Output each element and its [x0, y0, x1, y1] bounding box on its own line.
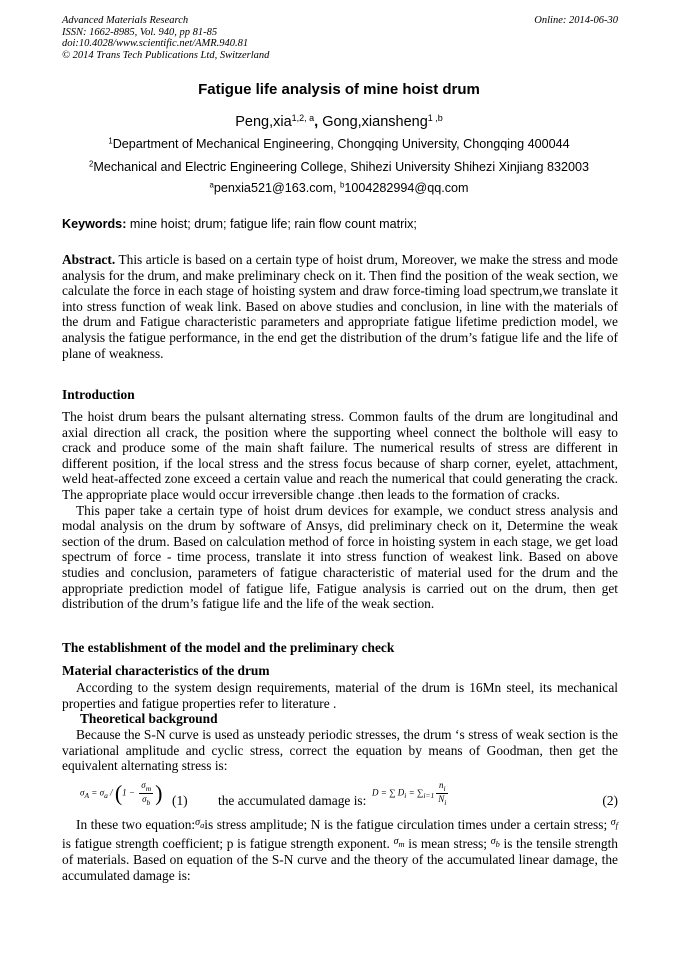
- email-a-sup: a: [209, 180, 214, 190]
- abstract-text: This article is based on a certain type of hoist drum, Moreover, we make the stress and mode analysis for the drum, and make preliminary check on it. Then find the position of the weak section, we calculate the force in each stage of hoisting system and draw force-timing load spectrum,we translate it into stress function of weak link. Based on above studies and conclusion, in line with the materials of the drum and Fatigue characteristic parameters and appropriate fatigue lifetime prediction model, we analysis the fatigue performance, in the end get the distribution of the drum’s fatigue life and the life of plane of weakness.: [62, 252, 618, 361]
- symbol-sigma-m-main: σ: [393, 835, 399, 847]
- symbol-sigma-a-sub: a: [200, 821, 205, 830]
- eq1-slash: /: [107, 787, 115, 798]
- eq2-lhs: D = ∑ D: [372, 787, 405, 798]
- symbol-sigma-f-sub: f: [615, 821, 618, 830]
- eq2-num: n: [439, 780, 444, 790]
- theory-heading: Theoretical background: [80, 711, 218, 726]
- closing-text-3: is fatigue strength coefficient; p is fatigue strength exponent.: [62, 835, 390, 851]
- eq2-eq: = ∑: [406, 787, 424, 798]
- journal-header: [62, 15, 618, 61]
- eq1-denominator: [139, 794, 153, 807]
- eq1-open-paren: (: [114, 780, 123, 806]
- author-line: [0, 114, 678, 130]
- symbol-sigma-a-main: σ: [195, 817, 201, 828]
- eq2-sum-index: i=1: [423, 791, 435, 801]
- keywords-text: mine hoist; drum; fatigue life; rain flow count matrix;: [126, 217, 417, 231]
- email-b: 1004282994@qq.com: [344, 181, 469, 195]
- eq2-lhs-sub: i: [404, 791, 407, 801]
- introduction-body: [62, 409, 618, 612]
- eq2-fraction: [436, 780, 448, 807]
- email-a: penxia521@163.com,: [213, 181, 341, 195]
- equation-1-number: (1): [172, 793, 188, 808]
- eq1-fraction: [139, 780, 153, 807]
- affiliation-2-sup: 2: [89, 159, 94, 169]
- eq1-den: σ: [142, 793, 147, 804]
- email-line: [0, 181, 678, 195]
- material-text: According to the system design requirements, material of the drum is 16Mn steel, its mechanical properties and fatigue properties refer to literature .: [62, 680, 618, 711]
- symbol-sigma-m-sub: m: [398, 839, 405, 849]
- affiliation-1-sup: 1: [108, 136, 113, 146]
- email-b-sup: b: [340, 180, 345, 190]
- equation-1: [80, 780, 162, 807]
- symbol-sigma-b: [491, 836, 500, 847]
- closing-text-2: is stress amplitude; N is the fatigue circulation times under a certain stress;: [204, 817, 608, 832]
- keywords-label: Keywords:: [62, 217, 127, 231]
- journal-name: Advanced Materials Research: [62, 15, 189, 26]
- online-date: Online: 2014-06-30: [534, 15, 618, 26]
- eq2-numerator: [436, 780, 448, 794]
- eq1-num-sub: m: [145, 783, 152, 793]
- copyright-line: © 2014 Trans Tech Publications Ltd, Switzerland: [62, 49, 270, 61]
- paper-title: Fatigue life analysis of mine hoist drum: [198, 81, 480, 98]
- eq1-den-sub: b: [146, 797, 151, 807]
- introduction-heading: Introduction: [62, 387, 135, 402]
- eq1-a-sub: a: [104, 791, 108, 801]
- doi-line: doi:10.4028/www.scientific.net/AMR.940.81: [62, 38, 249, 50]
- eq1-lhs-sub: A: [84, 791, 90, 801]
- equation-between-text: the accumulated damage is:: [218, 793, 367, 808]
- eq2-den: N: [438, 793, 445, 804]
- closing-text-4: is mean stress;: [404, 835, 488, 851]
- symbol-sigma-f: [611, 817, 618, 828]
- symbol-sigma-f-main: σ: [610, 817, 616, 828]
- equation-2-number: (2): [602, 793, 618, 808]
- introduction-paragraph-1: The hoist drum bears the pulsant alternating stress. Common faults of the drum are longitudinal and axial direction all crack, the position where the supporting wheel connect the bolthole will easy to crack and produce some of the main shaft failure. The numerical results of stress are different in different position, if the local stress and the stress focus because of sharp corner, eyelet, attachment, weld heat-affected zone exceed a certain value and reach the numerical that could generating the crack. The appropriate place would occur irreversible change .then leads to the formation of cracks.: [62, 409, 618, 502]
- eq1-numerator: [139, 780, 153, 794]
- model-section-heading: The establishment of the model and the preliminary check: [62, 640, 395, 655]
- keywords: [62, 217, 618, 231]
- author-1: Peng,xia: [235, 114, 292, 130]
- issn-line: ISSN: 1662-8985, Vol. 940, pp 81-85: [62, 26, 218, 38]
- theory-text: Because the S-N curve is used as unsteady periodic stresses, the drum ‘s stress of weak section is the variational amplitude and cyclic stress, correct the equation by means of Goodman, then get the equivalent alternating stress is:: [62, 727, 618, 774]
- eq2-denominator: [436, 794, 448, 807]
- affiliation-1: [0, 137, 678, 151]
- closing-text-5: is the tensile strength of materials. Based on equation of the S-N curve and the theory of the accumulated linear damage, the accumulated damage is:: [62, 835, 618, 883]
- eq1-close-paren: ): [155, 780, 163, 806]
- eq1-eq: = σ: [89, 787, 105, 798]
- material-heading: Material characteristics of the drum: [62, 663, 270, 678]
- symbol-sigma-m: [394, 836, 405, 847]
- affiliation-2-text: Mechanical and Electric Engineering College, Shihezi University Shihezi Xinjiang 832003: [93, 160, 589, 174]
- eq1-lhs: σ: [80, 787, 85, 798]
- closing-paragraph: [62, 815, 618, 883]
- abstract-label: Abstract.: [62, 252, 116, 267]
- eq1-one: 1 −: [122, 787, 138, 798]
- symbol-sigma-b-sub: b: [495, 839, 500, 849]
- symbol-sigma-a: [195, 817, 204, 828]
- author-1-sup: 1,2, a: [291, 113, 315, 124]
- equation-2: [372, 780, 450, 807]
- abstract: [62, 252, 618, 361]
- closing-text-1: In these two equation:: [76, 817, 196, 832]
- equation-row: [62, 777, 618, 811]
- author-2: Gong,xiansheng: [322, 114, 428, 130]
- affiliation-2: [0, 160, 678, 174]
- eq2-num-sub: i: [443, 783, 446, 793]
- author-separator: ,: [314, 114, 323, 130]
- introduction-paragraph-2: This paper take a certain type of hoist drum devices for example, we conduct stress analysis and modal analysis on the drum by software of Ansys, did preliminary check on it, Determine the weak section of the drum. Based on calculation method of force in hoisting system in each stage, we get load spectrum of force - time process, translate it into stress function of weakest link. Based on above studies and conclusion, parameters of fatigue characteristic of material used for the drum and the appropriate prediction model of fatigue life, Fatigue analysis is carried out on the drum, then get distribution of the drum’s fatigue life and the life of the weak section.: [62, 502, 618, 612]
- author-2-sup: 1 ,b: [427, 113, 443, 124]
- eq2-den-sub: i: [444, 797, 447, 807]
- eq1-num: σ: [141, 780, 146, 790]
- affiliation-1-text: Department of Mechanical Engineering, Chongqing University, Chongqing 400044: [112, 137, 570, 151]
- symbol-sigma-b-main: σ: [490, 835, 496, 847]
